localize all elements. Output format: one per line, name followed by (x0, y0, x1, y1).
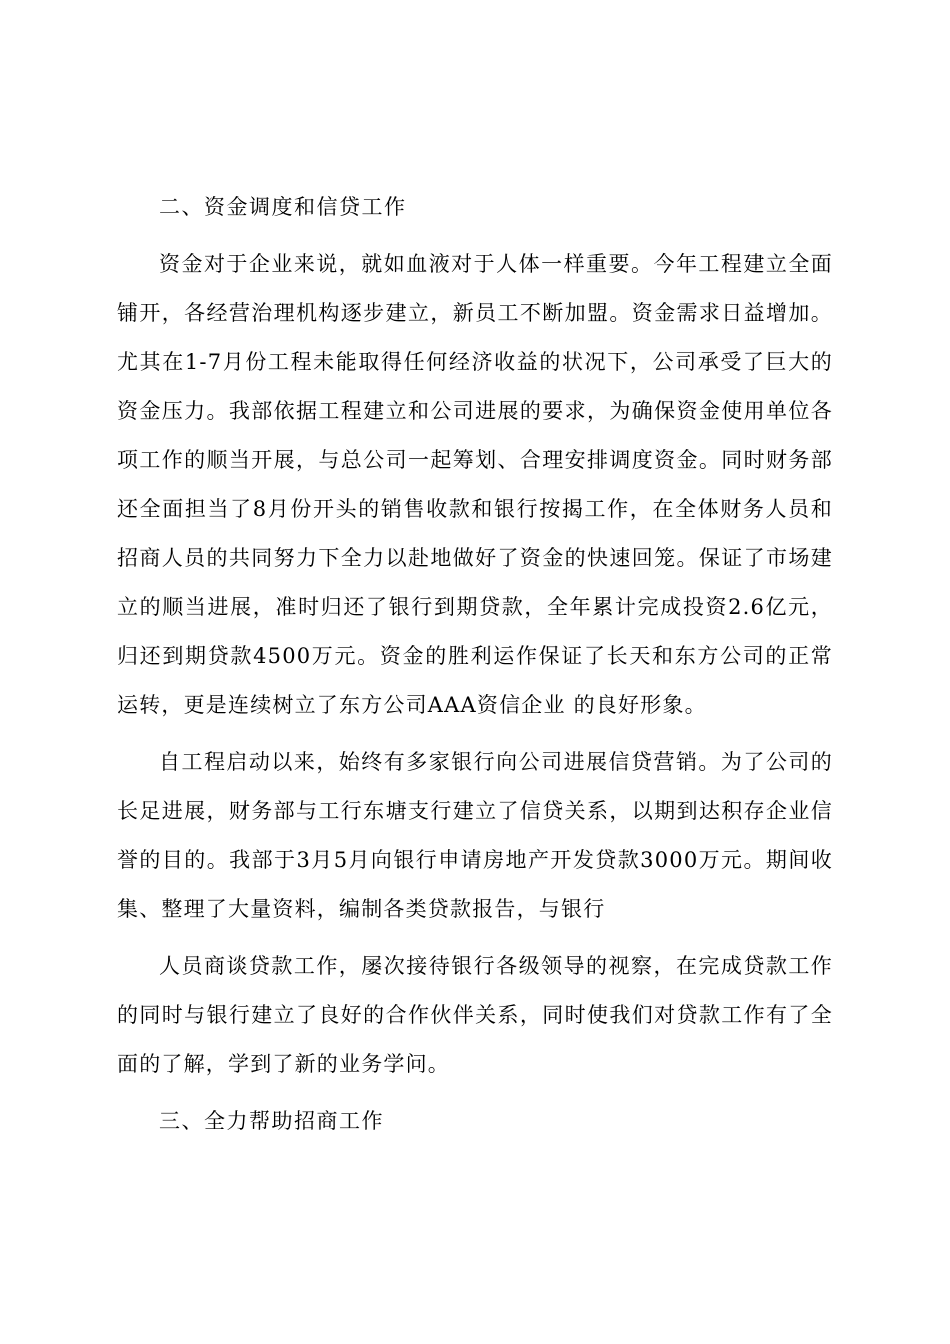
spacer (117, 730, 833, 738)
section-heading-investment-support: 三、全力帮助招商工作 (159, 1109, 384, 1133)
spacer (117, 232, 833, 240)
paragraph-bank-relations: 人员商谈贷款工作，屡次接待银行各级领导的视察，在完成贷款工作的同时与银行建立了良好的合作伙伴关系，同时使我们对贷款工作有了全面的了解，学到了新的业务学问。 (117, 954, 833, 1076)
spacer (117, 1089, 833, 1097)
paragraph-credit: 自工程启动以来，始终有多家银行向公司进展信贷营销。为了公司的长足进展，财务部与工行东塘支行建立了信贷关系，以期到达积存企业信誉的目的。我部于3月5月向银行申请房地产开发贷款3000万元。期间收集、整理了大量资料，编制各类贷款报告，与银行 (117, 750, 833, 921)
spacer (117, 934, 833, 942)
document-body (117, 183, 833, 1146)
section-heading-funding-credit: 二、资金调度和信贷工作 (159, 195, 407, 219)
paragraph-funding: 资金对于企业来说，就如血液对于人体一样重要。今年工程建立全面铺开，各经营治理机构逐步建立，新员工不断加盟。资金需求日益增加。尤其在1-7月份工程未能取得任何经济收益的状况下，公司承受了巨大的资金压力。我部依据工程建立和公司进展的要求，为确保资金使用单位各项工作的顺当开展，与总公司一起筹划、合理安排调度资金。同时财务部还全面担当了8月份开头的销售收款和银行按揭工作，在全体财务人员和招商人员的共同努力下全力以赴地做好了资金的快速回笼。保证了市场建立的顺当进展，准时归还了银行到期贷款，全年累计完成投资2.6亿元，归还到期贷款4500万元。资金的胜利运作保证了长天和东方公司的正常运转，更是连续树立了东方公司AAA资信企业 的良好形象。 (117, 252, 833, 717)
